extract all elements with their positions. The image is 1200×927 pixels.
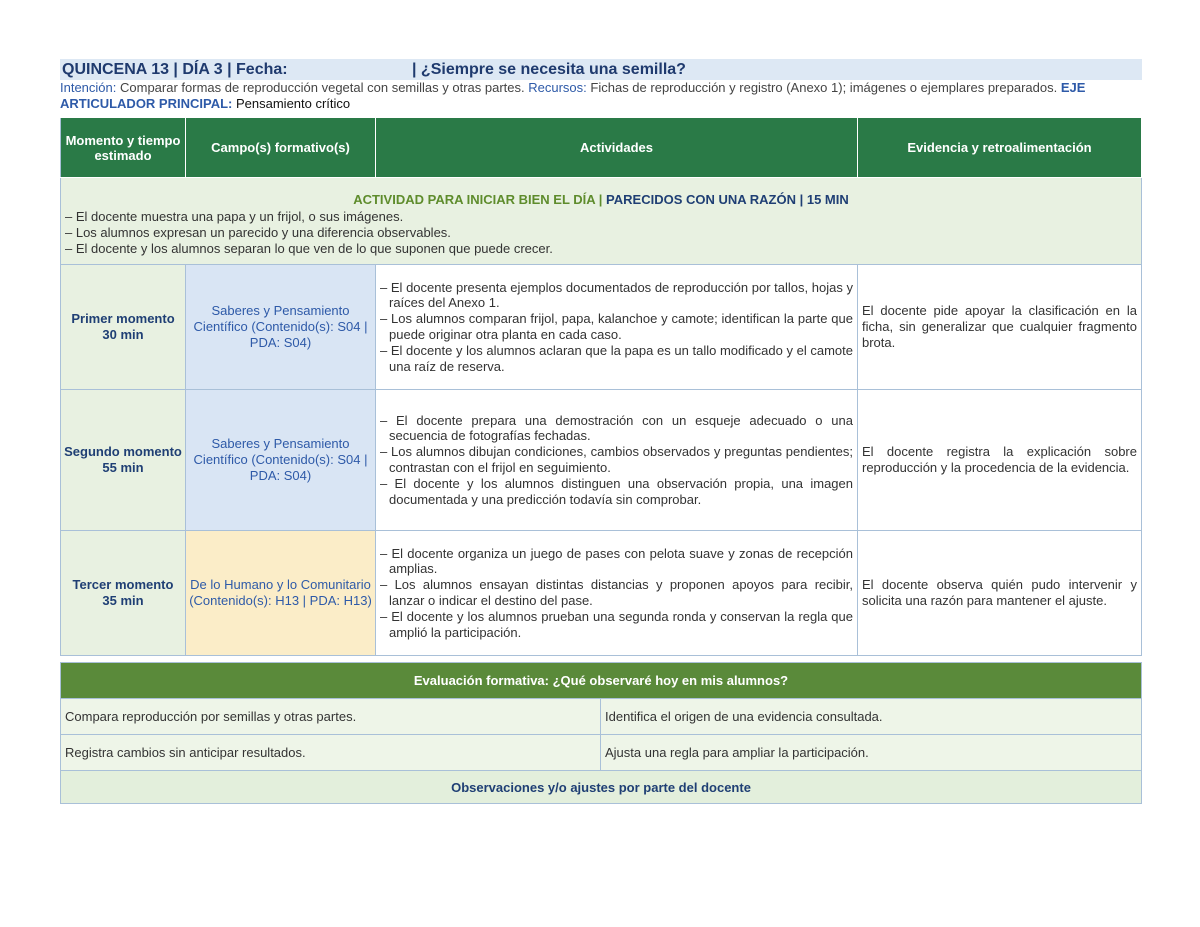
activity-item: – El docente presenta ejemplos documentados de reproducción por tallos, hojas y raíces del Anexo 1. bbox=[380, 279, 853, 311]
moment-label: Primer momento 30 min bbox=[61, 265, 186, 390]
recursos-label: Recursos: bbox=[528, 80, 587, 95]
campo-formativo: Saberes y Pensamiento Científico (Contenido(s): S04 | PDA: S04) bbox=[186, 265, 376, 390]
campo-formativo: De lo Humano y lo Comunitario (Contenido(s): H13 | PDA: H13) bbox=[186, 531, 376, 656]
moment-row-2 bbox=[61, 390, 1142, 531]
evidence-cell: El docente observa quién pudo intervenir y solicita una razón para mantener el ajuste. bbox=[858, 531, 1142, 656]
activities-cell bbox=[376, 390, 858, 531]
evaluation-title: Evaluación formativa: ¿Qué observaré hoy en mis alumnos? bbox=[61, 663, 1142, 699]
activities-cell bbox=[376, 531, 858, 656]
intencion-label: Intención: bbox=[60, 80, 117, 95]
evaluation-table bbox=[60, 662, 1142, 804]
table-header-row bbox=[61, 118, 1142, 178]
evidence-cell: El docente registra la explicación sobre reproducción y la procedencia de la evidencia. bbox=[858, 390, 1142, 531]
header-momento: Momento y tiempo estimado bbox=[61, 118, 186, 178]
moment-label: Segundo momento 55 min bbox=[61, 390, 186, 531]
title-left: QUINCENA 13 | DÍA 3 | Fecha: bbox=[62, 61, 288, 78]
observations-row bbox=[61, 771, 1142, 804]
activity-item: – Los alumnos ensayan distintas distancias y proponen apoyos para recibir, lanzar o indicar el destino del pase. bbox=[380, 577, 853, 608]
evaluation-row bbox=[61, 735, 1142, 771]
planning-page bbox=[60, 59, 1142, 804]
start-line: – El docente y los alumnos separan lo que ven de lo que suponen que puede crecer. bbox=[65, 241, 553, 256]
header-actividades: Actividades bbox=[376, 118, 858, 178]
start-activity-row bbox=[61, 178, 1142, 265]
recursos-text: Fichas de reproducción y registro (Anexo 1); imágenes o ejemplares preparados. bbox=[590, 80, 1058, 95]
campo-formativo: Saberes y Pensamiento Científico (Contenido(s): S04 | PDA: S04) bbox=[186, 390, 376, 531]
evaluation-row bbox=[61, 699, 1142, 735]
activity-item: – El docente y los alumnos distinguen una observación propia, una imagen documentada y una predicción todavía sin comprobar. bbox=[380, 475, 853, 507]
title-right: | ¿Siempre se necesita una semilla? bbox=[412, 61, 686, 78]
activity-item: – Los alumnos comparan frijol, papa, kalanchoe y camote; identifican la parte que puede originar otra planta en cada caso. bbox=[380, 311, 853, 342]
observations-label: Observaciones y/o ajustes por parte del docente bbox=[61, 771, 1142, 804]
moment-label: Tercer momento 35 min bbox=[61, 531, 186, 656]
start-line: – Los alumnos expresan un parecido y una diferencia observables. bbox=[65, 225, 451, 240]
eje-text: Pensamiento crítico bbox=[235, 96, 351, 111]
activity-item: – El docente organiza un juego de pases con pelota suave y zonas de recepción amplias. bbox=[380, 545, 853, 577]
header-campo: Campo(s) formativo(s) bbox=[186, 118, 376, 178]
evaluation-item: Compara reproducción por semillas y otras partes. bbox=[61, 699, 601, 735]
activity-item: – El docente y los alumnos aclaran que la papa es un tallo modificado y el camote una raíz de reserva. bbox=[380, 342, 853, 374]
start-title-a: ACTIVIDAD PARA INICIAR BIEN EL DÍA | bbox=[353, 192, 603, 207]
evaluation-item: Identifica el origen de una evidencia consultada. bbox=[601, 699, 1142, 735]
start-line: – El docente muestra una papa y un frijol, o sus imágenes. bbox=[65, 209, 404, 224]
activities-table bbox=[60, 117, 1142, 656]
evaluation-header-row bbox=[61, 663, 1142, 699]
start-activity-cell bbox=[61, 178, 1142, 265]
activities-cell bbox=[376, 265, 858, 390]
moment-row-3 bbox=[61, 531, 1142, 656]
moment-row-1 bbox=[61, 265, 1142, 390]
eje-label: EJE ARTICULADOR PRINCIPAL: bbox=[60, 80, 1086, 111]
evidence-cell: El docente pide apoyar la clasificación en la ficha, sin generalizar que cualquier fragmento brota. bbox=[858, 265, 1142, 390]
evaluation-item: Ajusta una regla para ampliar la participación. bbox=[601, 735, 1142, 771]
title-bar bbox=[60, 59, 1142, 80]
activity-item: – Los alumnos dibujan condiciones, cambios observados y preguntas pendientes; contrastan con el frijol en seguimiento. bbox=[380, 444, 853, 475]
intent-block bbox=[60, 80, 1142, 112]
start-activity-title bbox=[65, 192, 1137, 207]
header-evidencia: Evidencia y retroalimentación bbox=[858, 118, 1142, 178]
evaluation-item: Registra cambios sin anticipar resultados. bbox=[61, 735, 601, 771]
activity-item: – El docente prepara una demostración con un esqueje adecuado o una secuencia de fotografías fechadas. bbox=[380, 412, 853, 444]
activity-item: – El docente y los alumnos prueban una segunda ronda y conservan la regla que amplió la participación. bbox=[380, 608, 853, 640]
intencion-text: Comparar formas de reproducción vegetal con semillas y otras partes. bbox=[120, 80, 525, 95]
start-title-b: PARECIDOS CON UNA RAZÓN | 15 MIN bbox=[606, 192, 849, 207]
